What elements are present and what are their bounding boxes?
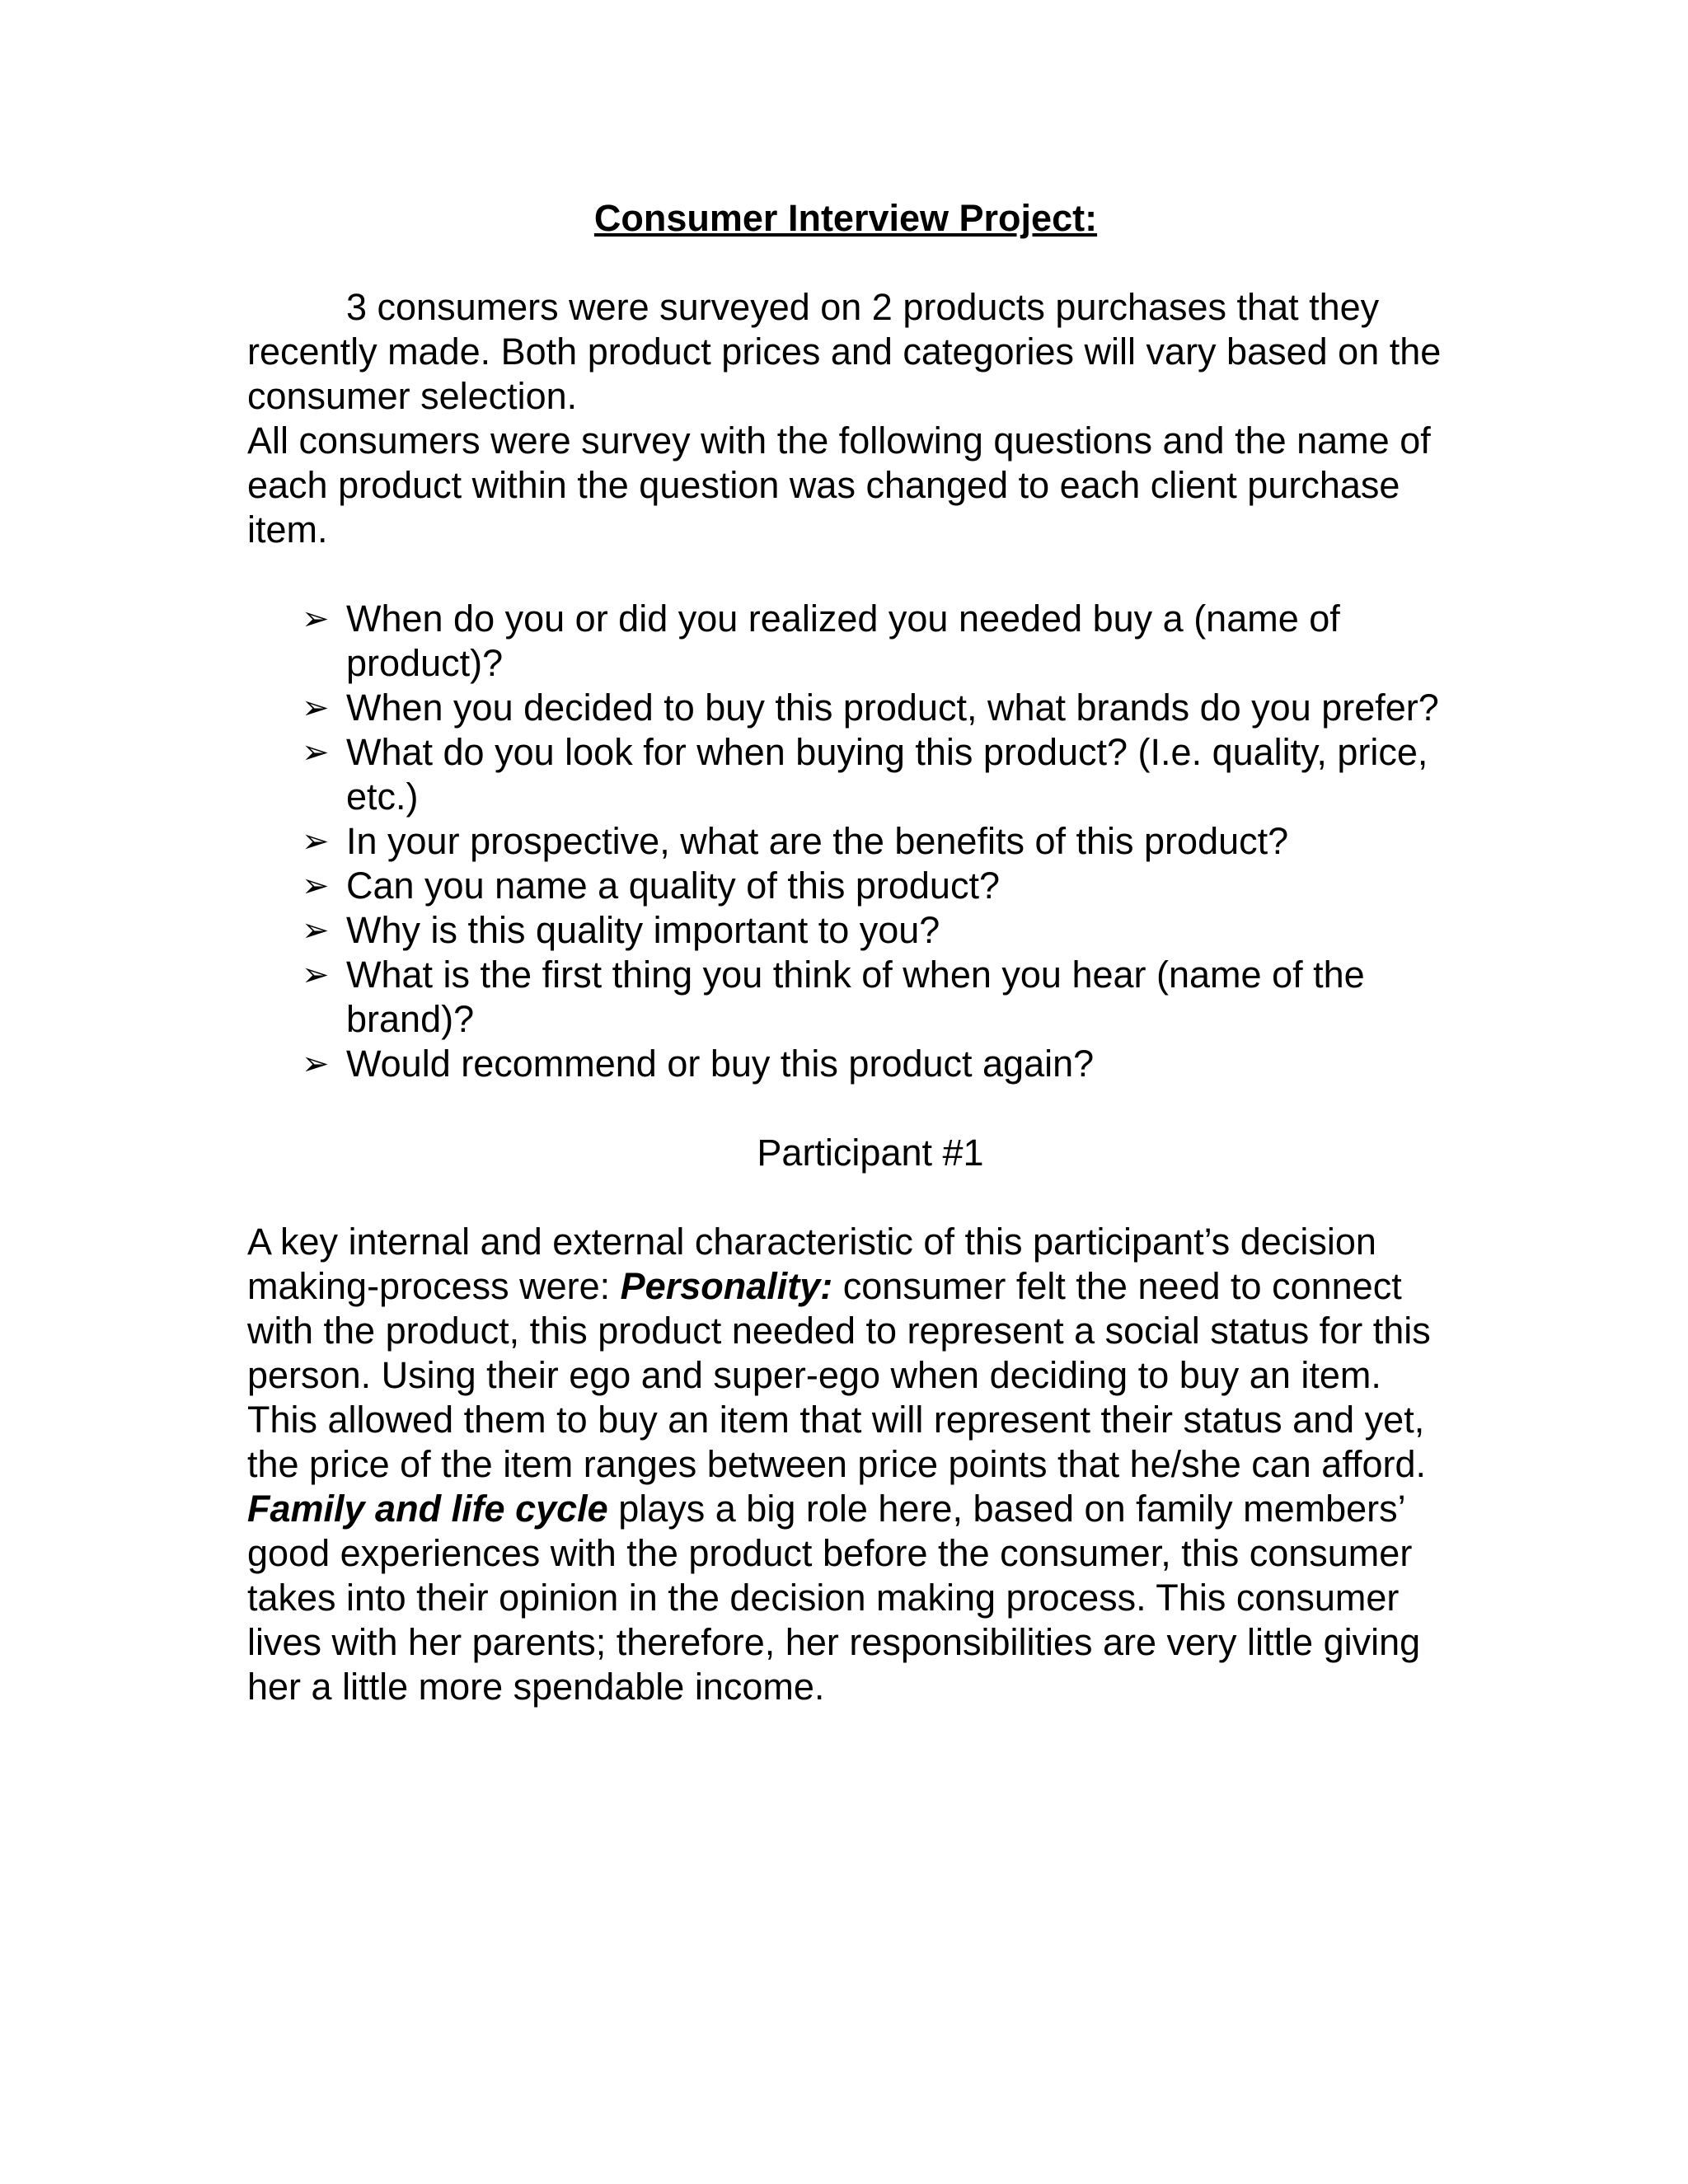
document-body	[247, 196, 1444, 1709]
question-item	[247, 908, 1444, 953]
question-text: What is the first thing you think of when you hear (name of the brand)?	[346, 954, 1365, 1040]
document-title: Consumer Interview Project:	[593, 197, 1098, 239]
question-list	[247, 597, 1444, 1086]
question-item	[247, 864, 1444, 908]
intro-paragraph-survey: All consumers were survey with the following questions and the name of each product within the question was changed to each client purchase item.	[247, 419, 1431, 551]
question-item	[247, 819, 1444, 864]
question-text: What do you look for when buying this product? (I.e. quality, price, etc.)	[346, 731, 1428, 818]
question-item	[247, 953, 1444, 1042]
term-family-life-cycle: Family and life cycle	[247, 1488, 608, 1530]
arrowhead-bullet-icon: ➢	[302, 1045, 330, 1083]
analysis-text: plays a big role here, based on family members’ good experiences with the product before the consumer, this consumer takes into their opinion in the decision making process. This consumer lives with her parents; therefore, her responsibilities are very little giving her a little more spendable income.	[247, 1488, 1421, 1708]
question-text: In your prospective, what are the benefits of this product?	[346, 820, 1289, 862]
question-text: When do you or did you realized you needed buy a (name of product)?	[346, 598, 1340, 684]
intro-paragraph: 3 consumers were surveyed on 2 products purchases that they recently made. Both product prices and categories will vary based on the consumer selection.	[247, 286, 1442, 417]
question-item	[247, 730, 1444, 819]
arrowhead-bullet-icon: ➢	[302, 733, 330, 771]
arrowhead-bullet-icon: ➢	[302, 956, 330, 994]
spacer	[247, 552, 1444, 597]
question-text: When you decided to buy this product, what brands do you prefer?	[346, 687, 1439, 729]
term-personality: Personality:	[620, 1265, 833, 1307]
analysis-text: A key internal and external characteristic of this participant’s decision making-process were:	[247, 1221, 1376, 1307]
arrowhead-bullet-icon: ➢	[302, 689, 330, 727]
question-item	[247, 597, 1444, 686]
analysis-text: consumer felt the need to connect with the product, this product needed to represent a social status for this person. Using their ego and super-ego when deciding to buy an item. This allowed them to buy an item that will represent their status and yet, the price of the item ranges between price points that he/she can afford.	[247, 1265, 1431, 1485]
arrowhead-bullet-icon: ➢	[302, 867, 330, 905]
question-item	[247, 686, 1444, 730]
question-text: Would recommend or buy this product again?	[346, 1043, 1095, 1085]
spacer	[247, 1175, 1444, 1220]
arrowhead-bullet-icon: ➢	[302, 823, 330, 860]
spacer	[247, 1086, 1444, 1131]
question-item	[247, 1042, 1444, 1086]
analysis-paragraph	[247, 1220, 1444, 1709]
arrowhead-bullet-icon: ➢	[302, 600, 330, 638]
question-text: Can you name a quality of this product?	[346, 865, 1000, 907]
arrowhead-bullet-icon: ➢	[302, 912, 330, 949]
participant-heading: Participant #1	[757, 1132, 984, 1174]
question-text: Why is this quality important to you?	[346, 909, 940, 951]
